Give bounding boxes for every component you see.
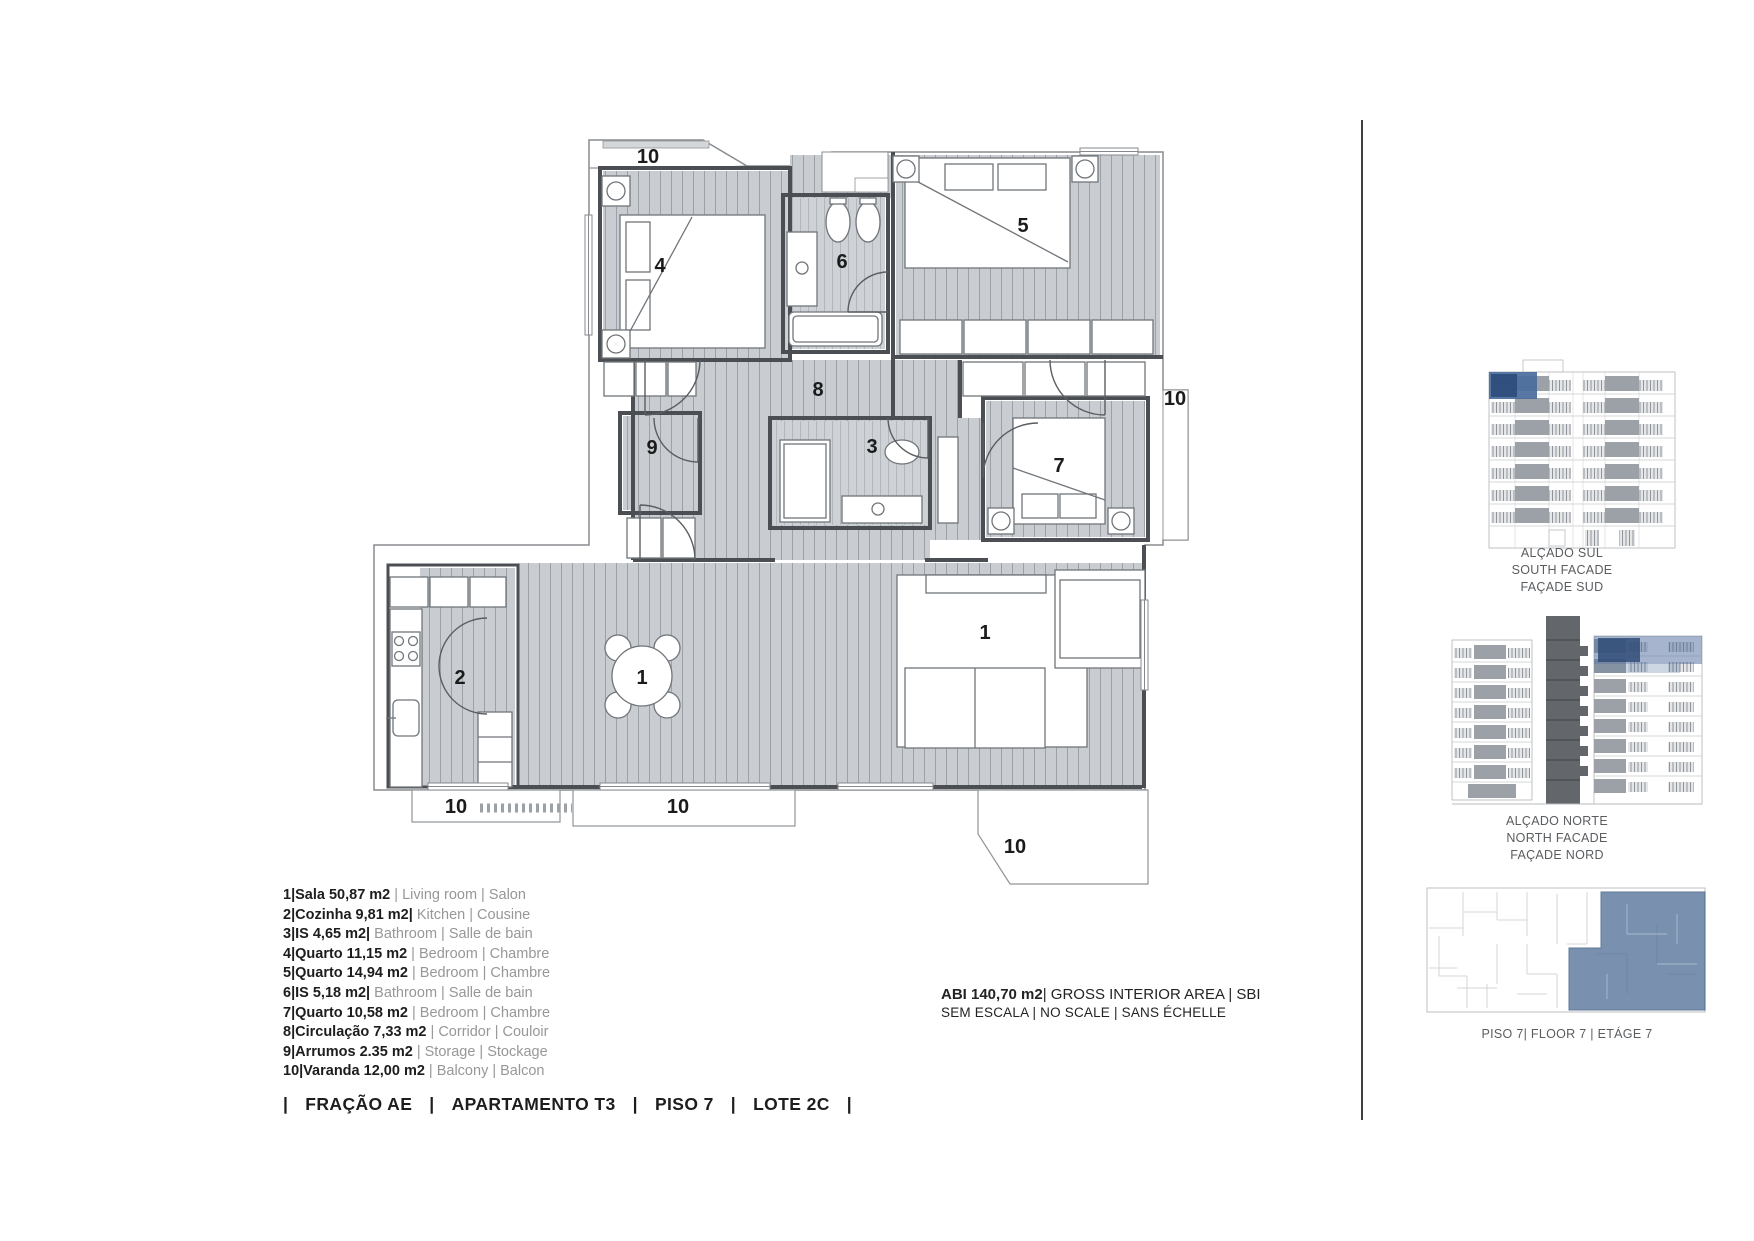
- room-label-dining-1: 1: [636, 667, 648, 689]
- room-label-bathroom-6: 6: [836, 251, 848, 273]
- scale-note: SEM ESCALA | NO SCALE | SANS ÉCHELLE: [941, 1005, 1227, 1020]
- room-label-balcony-right: 10: [1163, 388, 1187, 410]
- shaft-step: [855, 178, 888, 192]
- room-label-corridor-8: 8: [812, 379, 824, 401]
- room-label-balcony-top: 10: [636, 146, 660, 168]
- gross-area-line: ABI 140,70 m2| GROSS INTERIOR AREA | SBI: [941, 986, 1261, 1003]
- room-label-kitchen-2: 2: [454, 667, 466, 689]
- floor-label: PISO 7: [654, 1094, 714, 1114]
- legend-row: 9|Arrumos 2.35 m2 | Storage | Stockage: [283, 1043, 548, 1060]
- balcony-right-shape: [1163, 390, 1188, 540]
- lot-label: LOTE 2C: [753, 1094, 830, 1114]
- south-facade-caption: ALÇADO SUL SOUTH FACADE FAÇADE SUD: [1511, 546, 1613, 594]
- room-label-storage-9: 9: [646, 437, 658, 459]
- title-bar: | FRAÇÃO AE | APARTAMENTO T3 | PISO 7 | LOTE 2C |: [283, 1094, 853, 1114]
- legend-row: 5|Quarto 14,94 m2 | Bedroom | Chambre: [283, 965, 551, 982]
- legend-row: 8|Circulação 7,33 m2 | Corridor | Couloir: [283, 1024, 549, 1041]
- room-label-balcony-bottom-left: 10: [444, 796, 468, 818]
- legend-row: 1|Sala 50,87 m2 | Living room | Salon: [283, 887, 526, 903]
- legend-row: 4|Quarto 11,15 m2 | Bedroom | Chambre: [283, 945, 550, 962]
- north-facade-drawing: [1452, 616, 1702, 804]
- area-note: [941, 986, 1261, 1022]
- legend-row: 2|Cozinha 9,81 m2| Kitchen | Cousine: [283, 906, 531, 923]
- floor-plan: [374, 140, 1188, 884]
- room-label-balcony-bottom-right: 10: [1003, 836, 1027, 858]
- stair-core: [1546, 616, 1580, 804]
- north-facade-caption: ALÇADO NORTE NORTH FACADE FAÇADE NORD: [1505, 814, 1608, 862]
- room-legend: [283, 886, 753, 1082]
- key-plan-caption: PISO 7| FLOOR 7 | ETÁGE 7: [1481, 1027, 1653, 1041]
- apartment-label: APARTAMENTO T3: [451, 1094, 616, 1114]
- legend-row: 10|Varanda 12,00 m2 | Balcony | Balcon: [283, 1063, 545, 1080]
- room-label-bathroom-3: 3: [866, 436, 878, 458]
- south-facade-drawing: [1489, 360, 1675, 548]
- fraction-label: FRAÇÃO AE: [305, 1094, 413, 1114]
- legend-row: 7|Quarto 10,58 m2 | Bedroom | Chambre: [283, 1004, 551, 1021]
- legend-row: 6|IS 5,18 m2| Bathroom | Salle de bain: [283, 984, 533, 1001]
- room-label-balcony-bottom-mid: 10: [666, 796, 690, 818]
- room-label-bedroom-5: 5: [1017, 215, 1029, 237]
- room-label-bedroom-7: 7: [1053, 455, 1065, 477]
- legend-row: 3|IS 4,65 m2| Bathroom | Salle de bain: [283, 926, 533, 943]
- room-label-bedroom-4: 4: [654, 255, 666, 277]
- room-label-living-1: 1: [979, 622, 991, 644]
- key-plan-drawing: [1427, 888, 1705, 1012]
